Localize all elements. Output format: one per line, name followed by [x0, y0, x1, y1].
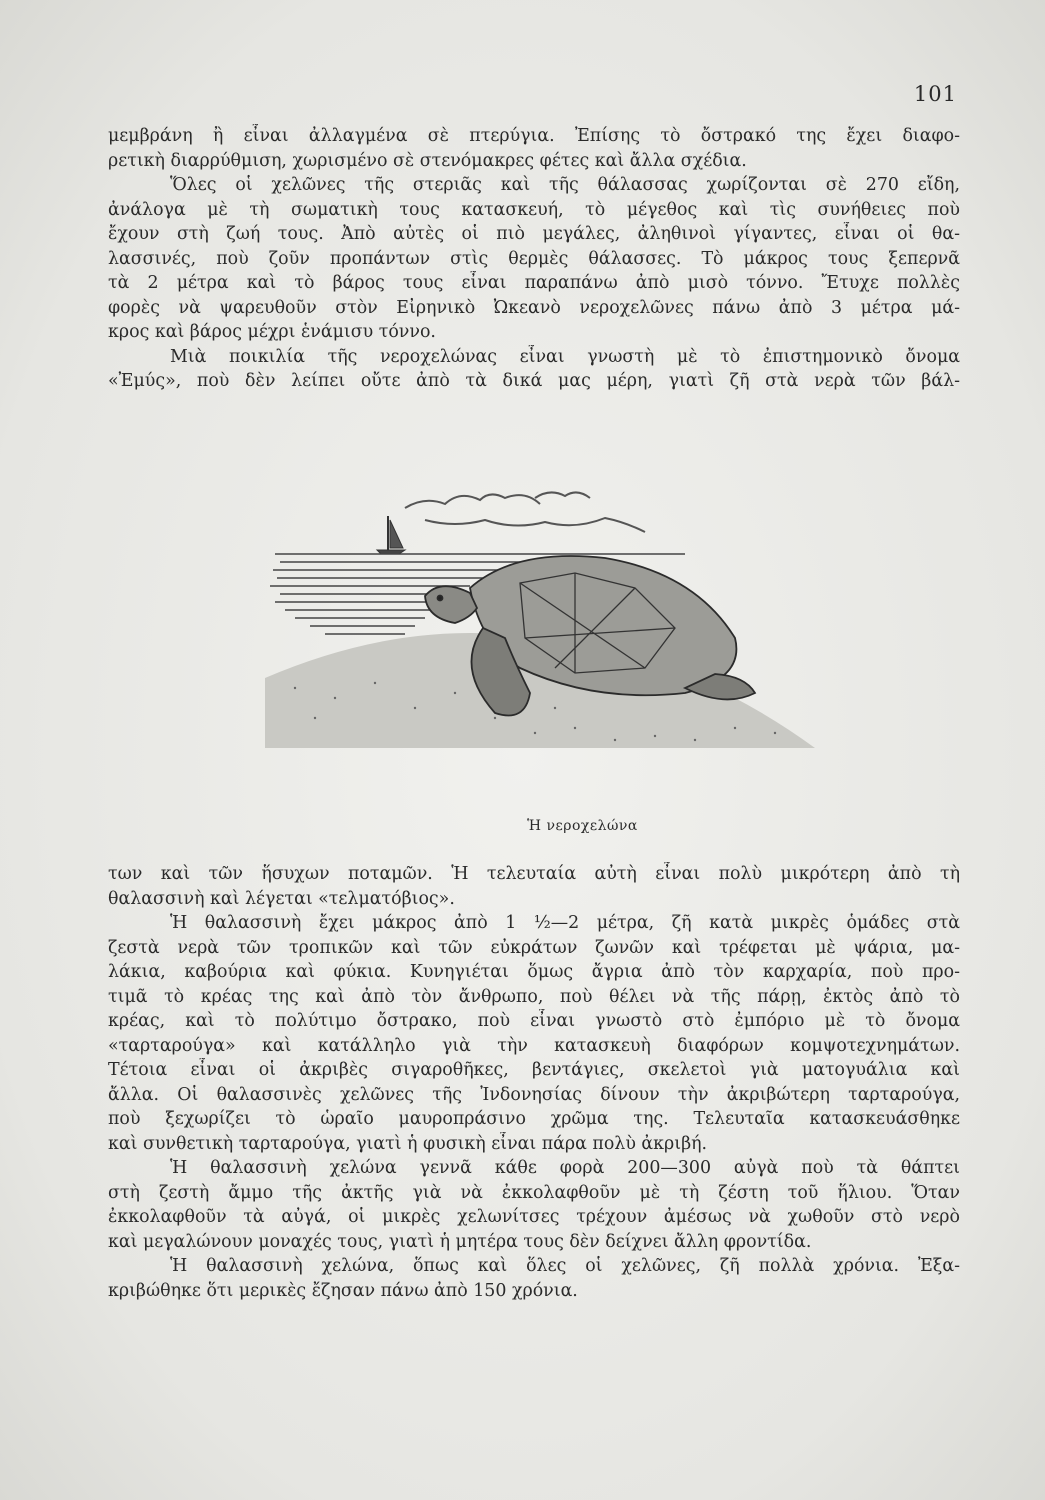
text-line: στὴ ζεστὴ ἄμμο τῆς ἀκτῆς γιὰ νὰ ἐκκολαφθοῦν μὲ τὴ ζέστη τοῦ ἥλιου. Ὅταν [108, 1182, 960, 1203]
sea-turtle-illustration [255, 478, 830, 778]
top-text-block [108, 124, 960, 394]
text-line: κρος καὶ βάρος μέχρι ἑνάμισυ τόννο. [108, 322, 436, 342]
figure-caption [0, 818, 1045, 834]
text-line: «Ἐμύς», ποὺ δὲν λείπει οὔτε ἀπὸ τὰ δικά μας μέρη, γιατὶ ζῆ στὰ νερὰ τῶν βάλ- [108, 371, 960, 391]
text-line: θαλασσινὴ καὶ λέγεται «τελματόβιος». [108, 888, 455, 909]
page-number: 101 [913, 82, 957, 106]
text-line: λάκια, καβούρια καὶ φύκια. Κυνηγιέται ὅμως ἄγρια ἀπὸ τὸν καρχαρία, ποὺ προ- [108, 962, 960, 982]
text-line: Τέτοια εἶναι οἱ ἀκριβὲς σιγαροθῆκες, βεντάγιες, σκελετοὶ γιὰ ματογυάλια καὶ [108, 1060, 960, 1080]
clouds [405, 492, 645, 532]
text-line: μεμβράνη ἢ εἶναι ἀλλαγμένα σὲ πτερύγια. Ἐπίσης τὸ ὄστρακό της ἔχει διαφο- [108, 126, 960, 146]
text-line: Ἡ θαλασσινὴ χελώνα γεννᾶ κάθε φορὰ 200—300 αὐγὰ ποὺ τὰ θάπτει [170, 1158, 960, 1178]
text-line: λασσινές, ποὺ ζοῦν προπάντων στὶς θερμὲς θάλασσες. Τὸ μάκρος τους ξεπερνᾶ [108, 248, 960, 269]
text-line: ζεστὰ νερὰ τῶν τροπικῶν καὶ τῶν εὐκράτων ζωνῶν καὶ τρέφεται μὲ ψάρια, μα- [108, 937, 960, 958]
turtle-head [425, 586, 477, 623]
text-line: «ταρταρούγα» καὶ κατάλληλο γιὰ τὴν κατασκευὴ διαφόρων κομψοτεχνημάτων. [108, 1035, 960, 1056]
text-line: Ἡ θαλασσινὴ ἔχει μάκρος ἀπὸ 1 ½—2 μέτρα, ζῆ κατὰ μικρὲς ὁμάδες στὰ [170, 913, 960, 933]
text-line: Ἡ θαλασσινὴ χελώνα, ὅπως καὶ ὅλες οἱ χελῶνες, ζῆ πολλὰ χρόνια. Ἐξα- [170, 1256, 960, 1276]
text-line: ρετικὴ διαρρύθμιση, χωρισμένο σὲ στενόμακρες φέτες καὶ ἄλλα σχέδια. [108, 150, 747, 171]
sailboat [377, 516, 405, 554]
text-line: Ὅλες οἱ χελῶνες τῆς στεριᾶς καὶ τῆς θάλασσας χωρίζονται σὲ 270 εἴδη, [170, 175, 960, 195]
text-line: των καὶ τῶν ἥσυχων ποταμῶν. Ἡ τελευταία αὐτὴ εἶναι πολὺ μικρότερη ἀπὸ τὴ [108, 864, 960, 884]
text-line: κρέας, καὶ τὸ πολύτιμο ὄστρακο, ποὺ εἶναι γνωστὸ στὸ ἐμπόριο μὲ τὸ ὄνομα [108, 1011, 960, 1031]
text-line: ποὺ ξεχωρίζει τὸ ὡραῖο μαυροπράσινο χρῶμα της. Τελευταῖα κατασκευάσθηκε [108, 1109, 960, 1129]
text-line: καὶ μεγαλώνουν μοναχές τους, γιατὶ ἡ μητέρα τους δὲν δείχνει ἄλλη φροντίδα. [108, 1231, 812, 1252]
text-line: Μιὰ ποικιλία τῆς νεροχελώνας εἶναι γνωστὴ μὲ τὸ ἐπιστημονικὸ ὄνομα [170, 346, 960, 367]
text-line: ἐκκολαφθοῦν τὰ αὐγά, οἱ μικρὲς χελωνίτσες τρέχουν ἀμέσως νὰ χωθοῦν στὸ νερὸ [108, 1207, 960, 1227]
text-line: τιμᾶ τὸ κρέας της καὶ ἀπὸ τὸν ἄνθρωπο, ποὺ θέλει νὰ τῆς πάρῃ, ἐκτὸς ἀπὸ τὸ [108, 986, 960, 1007]
text-line: τὰ 2 μέτρα καὶ τὸ βάρος τους εἶναι παραπάνω ἀπὸ μισὸ τόννο. Ἔτυχε πολλὲς [108, 273, 960, 293]
text-line: ἔχουν στὴ ζωή τους. Ἀπὸ αὐτὲς οἱ πιὸ μεγάλες, ἀληθινοὶ γίγαντες, εἶναι οἱ θα- [108, 224, 960, 244]
text-line: καὶ συνθετικὴ ταρταρούγα, γιατὶ ἡ φυσικὴ εἶναι πάρα πολὺ ἀκριβή. [108, 1133, 708, 1154]
text-line: φορὲς νὰ ψαρευθοῦν στὸν Εἰρηνικὸ Ὠκεανὸ νεροχελῶνες πάνω ἀπὸ 3 μέτρα μά- [108, 297, 960, 318]
text-line: ἀνάλογα μὲ τὴ σωματικὴ τους κατασκευή, τὸ μέγεθος καὶ τὶς συνήθειες ποὺ [108, 199, 960, 220]
text-line: κριβώθηκε ὅτι μερικὲς ἔζησαν πάνω ἀπὸ 150 χρόνια. [108, 1280, 578, 1301]
bottom-text-block [108, 862, 960, 1303]
figure-caption-text: Ἡ νεροχελώνα [527, 818, 638, 834]
text-line: ἄλλα. Οἱ θαλασσινὲς χελῶνες τῆς Ἰνδονησίας δίνουν τὴν ἀκριβώτερη ταρταρούγα, [108, 1084, 960, 1105]
